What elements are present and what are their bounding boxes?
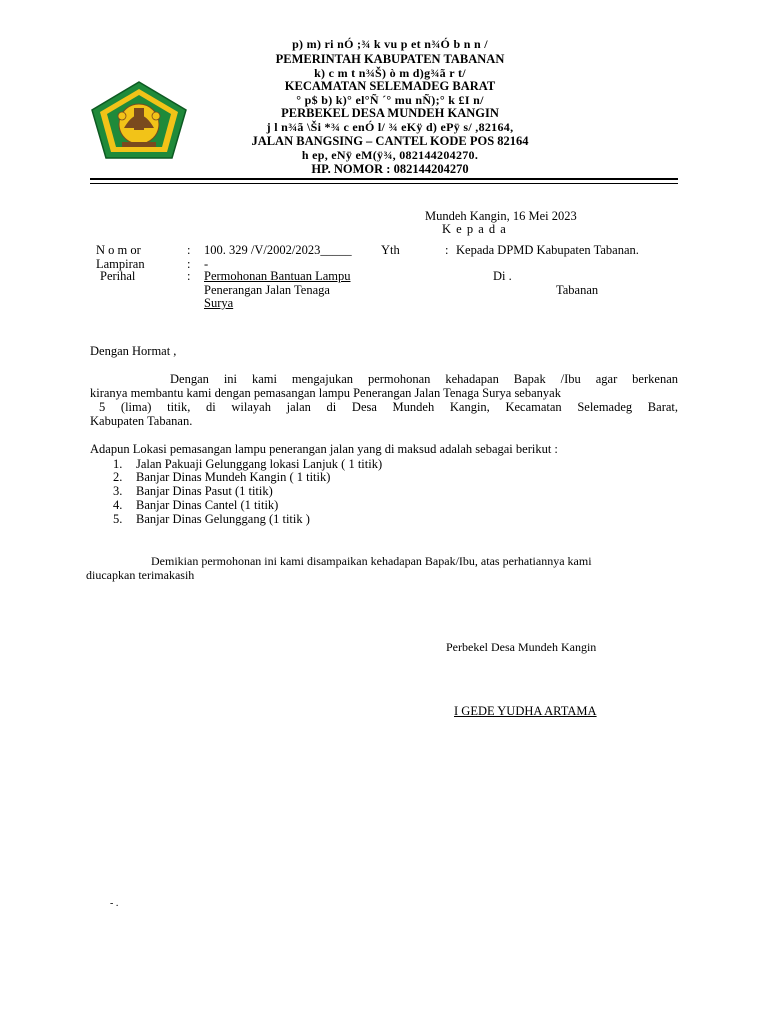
- letterhead-line-balinese-2: k) c m t n¾Š) ò m d)g¾ã r t/: [314, 66, 466, 80]
- letter-date: Mundeh Kangin, 16 Mei 2023: [425, 209, 577, 223]
- paragraph-1-line-1: Dengan ini kami mengajukan permohonan kehadapan Bapak /Ibu agar berkenan: [170, 372, 678, 386]
- list-item: [113, 470, 330, 484]
- locations-intro: Adapun Lokasi pemasangan lampu penerangan jalan yang di maksud adalah sebagai berikut :: [90, 442, 558, 456]
- list-item: [113, 512, 310, 526]
- perihal-line-1: Permohonan Bantuan Lampu: [204, 269, 351, 283]
- lampiran-label: Lampiran: [96, 257, 145, 271]
- list-item-text: Banjar Dinas Pasut (1 titik): [136, 484, 273, 498]
- footer-mark: - .: [110, 898, 119, 909]
- closing-line-2: diucapkan terimakasih: [86, 568, 195, 582]
- letterhead-district: KECAMATAN SELEMADEG BARAT: [284, 79, 496, 93]
- perihal-colon: :: [187, 269, 191, 283]
- recipient-name: Kepada DPMD Kabupaten Tabanan.: [456, 243, 639, 257]
- list-item-text: Jalan Pakuaji Gelunggang lokasi Lanjuk ( 1 titik): [136, 457, 383, 471]
- letterhead-divider-thin: [90, 183, 678, 184]
- closing-line-1: Demikian permohonan ini kami disampaikan kehadapan Bapak/Ibu, atas perhatiannya kami: [151, 554, 592, 568]
- signature-name: I GEDE YUDHA ARTAMA: [454, 704, 597, 718]
- nomor-value: 100. 329 /V/2002/2023_____: [204, 243, 352, 257]
- lampiran-value: -: [204, 257, 209, 271]
- list-item-number: 1.: [113, 457, 123, 471]
- recipient-di: Di .: [493, 269, 512, 283]
- letterhead-divider-thick: [90, 178, 678, 180]
- list-item: [113, 457, 382, 471]
- letterhead-address: JALAN BANGSING – CANTEL KODE POS 82164: [251, 134, 529, 148]
- letterhead-government: PEMERINTAH KABUPATEN TABANAN: [275, 52, 505, 66]
- signature-title: Perbekel Desa Mundeh Kangin: [446, 640, 597, 654]
- perihal-line-3: Surya: [204, 296, 234, 310]
- list-item-text: Banjar Dinas Mundeh Kangin ( 1 titik): [136, 470, 331, 484]
- paragraph-1-line-4: Kabupaten Tabanan.: [90, 414, 193, 428]
- paragraph-1-line-3: 5 (lima) titik, di wilayah jalan di Desa Mundeh Kangin, Kecamatan Selemadeg Barat,: [99, 400, 678, 414]
- letterhead-line-balinese-1: p) m) ri nÓ ;¾ k vu p et n¾Ó b n n /: [292, 37, 488, 51]
- lampiran-colon: :: [187, 257, 191, 271]
- list-item-number: 2.: [113, 470, 123, 484]
- list-item-number: 5.: [113, 512, 123, 526]
- letterhead-phone: HP. NOMOR : 082144204270: [311, 162, 469, 176]
- yth-colon: :: [445, 243, 449, 257]
- list-item-text: Banjar Dinas Gelunggang (1 titik ): [136, 512, 310, 526]
- letterhead-line-balinese-5: h ep, eNÿ eM(ÿ¾, 082144204270.: [301, 148, 479, 162]
- list-item-number: 4.: [113, 498, 123, 512]
- paragraph-1-line-2: kiranya membantu kami dengan pemasangan lampu Penerangan Jalan Tenaga Surya sebanyak: [90, 386, 561, 400]
- list-item: [113, 498, 278, 512]
- recipient-place: Tabanan: [556, 283, 599, 297]
- letterhead-line-balinese-4: j l n¾ã \Ši *¾ c enÓ l/ ¾ eKÿ d) ePÿ s/ ,82164,: [266, 120, 514, 134]
- list-item-number: 3.: [113, 484, 123, 498]
- perihal-label: Perihal: [100, 269, 136, 283]
- list-item: [113, 484, 273, 498]
- nomor-label: N o m or: [96, 243, 141, 257]
- letterhead-village: PERBEKEL DESA MUNDEH KANGIN: [281, 106, 499, 120]
- letterhead-line-balinese-3: ° p$ b) k)° el°Ñ ´° mu nÑ);° k £I n/: [296, 93, 484, 107]
- perihal-line-2: Penerangan Jalan Tenaga: [204, 283, 330, 297]
- list-item-text: Banjar Dinas Cantel (1 titik): [136, 498, 279, 512]
- nomor-colon: :: [187, 243, 191, 257]
- salutation: Dengan Hormat ,: [90, 344, 177, 358]
- yth-label: Yth: [381, 243, 400, 257]
- kepada-label: K e p a d a: [442, 222, 507, 236]
